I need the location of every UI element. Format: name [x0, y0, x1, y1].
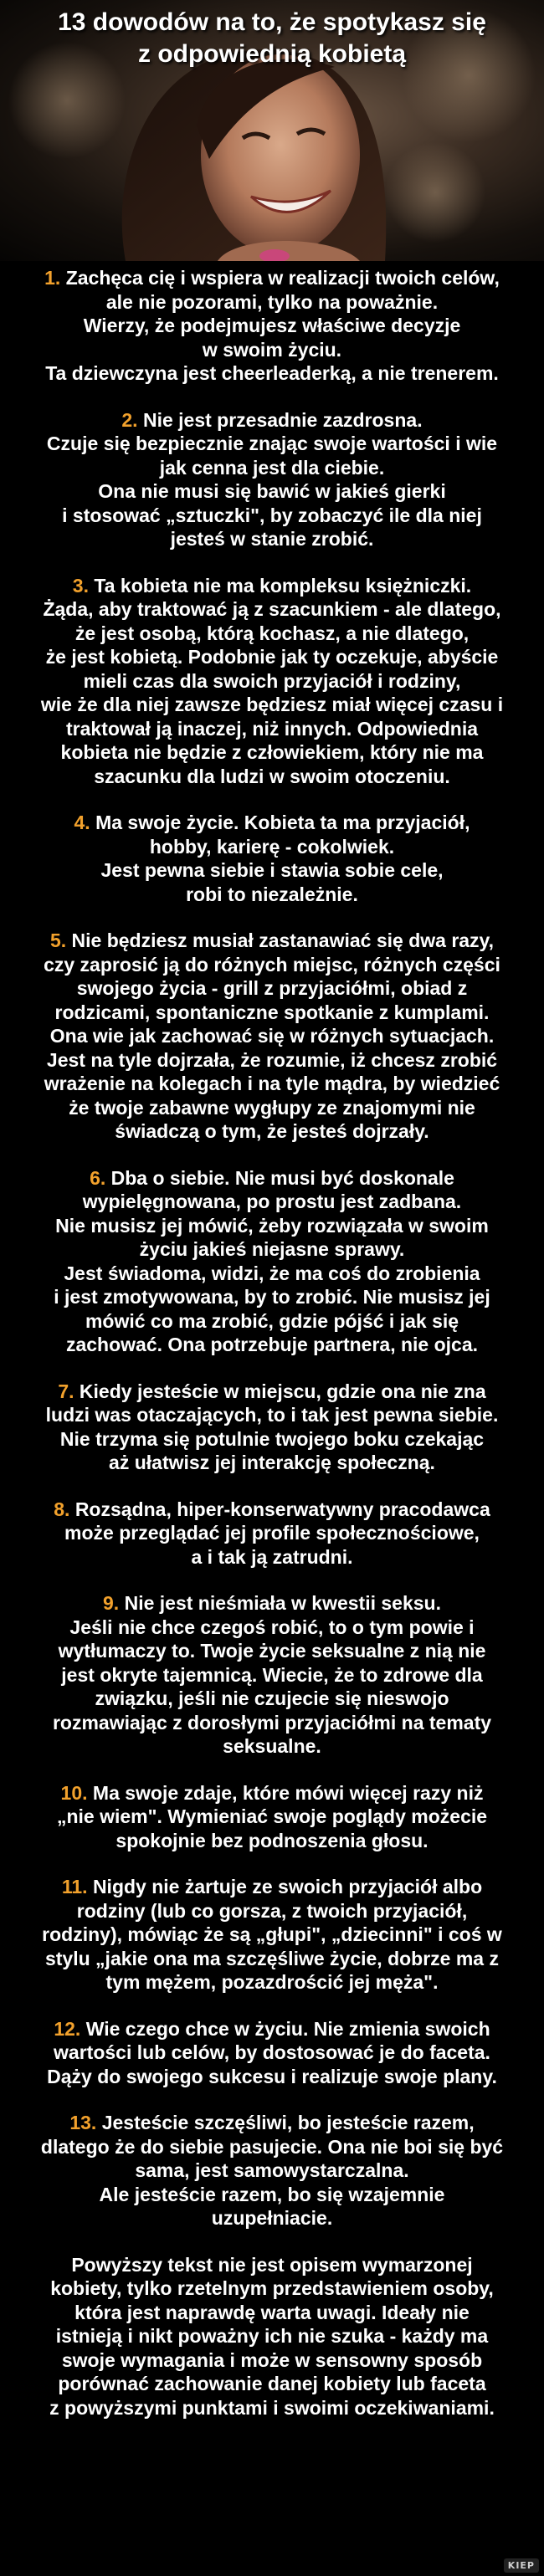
- point-text: seksualne.: [223, 1735, 321, 1757]
- point-text: „nie wiem". Wymieniać swoje poglądy możecie: [56, 1805, 488, 1827]
- point-text: ludzi was otaczających, to i tak jest pewna siebie.: [45, 1404, 499, 1426]
- point-number: 13.: [69, 2112, 97, 2133]
- hero-image: [0, 0, 544, 261]
- point-text: Rozsądna, hiper-konserwatywny pracodawca: [74, 1498, 490, 1520]
- point-text: Wie czego chce w życiu. Nie zmienia swoich: [85, 2017, 490, 2040]
- point-text: że twoje zabawne wygłupy ze znajomymi nie: [69, 1096, 475, 1119]
- point-text: wartości lub celów, by dostosować je do faceta.: [54, 2041, 490, 2063]
- point-number: 12.: [54, 2017, 81, 2040]
- closing-text: Powyższy tekst nie jest opisem wymarzonej: [71, 2253, 473, 2276]
- point-text: Ma swoje zdaje, które mówi więcej razy niż: [92, 1781, 484, 1804]
- point-text: jesteś w stanie zrobić.: [170, 528, 374, 550]
- point-text: Dba o siebie. Nie musi być doskonale: [110, 1166, 454, 1189]
- point-text: związku, jeśli nie czujecie się nieswojo: [95, 1687, 449, 1709]
- point-text: Wierzy, że podejmujesz właściwe decyzje: [83, 315, 461, 336]
- point-text: Nie jest nieśmiała w kwestii seksu.: [124, 1592, 441, 1614]
- point-5: [0, 929, 544, 1144]
- point-number: 1.: [44, 267, 61, 289]
- point-text: Nigdy nie żartuje ze swoich przyjaciół albo: [92, 1876, 483, 1897]
- closing-text: która jest naprawdę warta uwagi. Ideały nie: [74, 2301, 470, 2323]
- point-text: Nie jest przesadnie zazdrosna.: [142, 408, 423, 431]
- point-text: robi to niezależnie.: [186, 883, 358, 905]
- point-text: jak cenna jest dla ciebie.: [159, 456, 385, 479]
- point-text: uzupełniacie.: [211, 2207, 333, 2229]
- point-text: Ta dziewczyna jest cheerleaderką, a nie trenerem.: [45, 362, 499, 384]
- point-text: Jest pewna siebie i stawia sobie cele,: [100, 859, 444, 881]
- point-number: 3.: [72, 574, 89, 597]
- point-text: aż ułatwisz jej interakcję społeczną.: [109, 1452, 435, 1473]
- point-text: Jest świadoma, widzi, że ma coś do zrobienia: [64, 1262, 480, 1284]
- point-text: ale nie pozorami, tylko na poważnie.: [105, 290, 439, 313]
- article-body: [0, 266, 544, 2442]
- point-text: Ma swoje życie. Kobieta ta ma przyjaciół,: [95, 812, 470, 833]
- point-13: [0, 2111, 544, 2230]
- point-text: zachować. Ona potrzebuje partnera, nie ojca.: [65, 1334, 479, 1355]
- point-text: może przeglądać jej profile społecznościowe,: [64, 1522, 480, 1544]
- point-text: Kiedy jesteście w miejscu, gdzie ona nie zna: [79, 1380, 486, 1402]
- point-text: hobby, karierę - cokolwiek.: [149, 835, 395, 858]
- point-number: 7.: [58, 1380, 74, 1402]
- point-text: a i tak ją zatrudni.: [191, 1545, 353, 1568]
- point-text: Nie musisz jej mówić, żeby rozwiązała w swoim: [55, 1214, 489, 1237]
- point-text: i jest zmotywowana, by to zrobić. Nie musisz jej: [54, 1286, 490, 1308]
- page-title: [0, 7, 544, 70]
- point-text: w swoim życiu.: [202, 338, 342, 361]
- point-number: 11.: [61, 1876, 88, 1897]
- point-text: swojego życia - grill z przyjaciółmi, obiad z: [76, 977, 468, 999]
- point-text: mówić co ma zrobić, gdzie pójść i jak się: [85, 1309, 459, 1332]
- point-11: [0, 1875, 544, 1995]
- closing-text: swoje wymagania i może w sensowny sposób: [61, 2348, 483, 2371]
- point-number: 8.: [54, 1498, 70, 1520]
- point-10: [0, 1781, 544, 1853]
- point-text: rozmawiając z dorosłymi przyjaciółmi na tematy: [52, 1711, 492, 1734]
- point-text: świadczą o tym, że jesteś dojrzały.: [115, 1120, 429, 1142]
- point-text: mieli czas dla swoich przyjaciół i rodziny,: [83, 669, 461, 692]
- point-text: tym mężem, pozazdrościć jej męża".: [105, 1971, 439, 1993]
- point-text: Nie będziesz musiał zastanawiać się dwa razy,: [71, 930, 495, 951]
- point-text: wytłumaczy to. Twoje życie seksualne z nią nie: [58, 1640, 486, 1662]
- point-text: kobieta nie będzie z człowiekiem, który nie ma: [60, 741, 484, 763]
- point-text: czy zaprosić ją do różnych miejsc, różnych części: [44, 953, 500, 976]
- title-line: z odpowiednią kobietą: [137, 40, 407, 68]
- point-3: [0, 574, 544, 789]
- point-text: Zachęca cię i wspiera w realizacji twoich celów,: [65, 267, 500, 289]
- point-number: 2.: [121, 408, 138, 431]
- title-line: 13 dowodów na to, że spotykasz się: [58, 8, 486, 36]
- point-number: 6.: [90, 1166, 106, 1189]
- point-text: i stosować „sztuczki", by zobaczyć ile dla niej: [62, 504, 482, 526]
- point-number: 4.: [74, 812, 90, 833]
- point-7: [0, 1380, 544, 1475]
- site-logo: KIEP: [504, 2558, 539, 2573]
- point-text: Czuje się bezpiecznie znając swoje wartości i wie: [46, 433, 498, 454]
- point-text: że jest kobietą. Podobnie jak ty oczekuje, abyście: [45, 646, 499, 668]
- closing-paragraph: [0, 2253, 544, 2420]
- point-text: Jest na tyle dojrzała, że rozumie, iż chcesz zrobić: [46, 1048, 498, 1071]
- point-text: traktował ją inaczej, niż innych. Odpowiednia: [65, 717, 479, 740]
- closing-text: z powyższymi punktami i swoimi oczekiwaniami.: [49, 2396, 495, 2419]
- closing-text: istnieją i nikt poważny ich nie szuka - każdy ma: [55, 2325, 489, 2347]
- closing-text: kobiety, tylko rzetelnym przedstawieniem osoby,: [50, 2277, 494, 2299]
- point-2: [0, 408, 544, 551]
- point-1: [0, 266, 544, 386]
- point-text: Ona nie musi się bawić w jakieś gierki: [98, 480, 446, 502]
- point-text: Żąda, aby traktować ją z szacunkiem - ale dlatego,: [43, 598, 501, 620]
- point-text: spokojnie bez podnoszenia głosu.: [115, 1829, 429, 1851]
- point-9: [0, 1591, 544, 1759]
- closing-text: porównać zachowanie danej kobiety lub faceta: [58, 2373, 486, 2394]
- point-8: [0, 1498, 544, 1570]
- point-4: [0, 811, 544, 906]
- point-text: życiu jakieś niejasne sprawy.: [139, 1238, 405, 1260]
- point-text: Dąży do swojego sukcesu i realizuje swoje plany.: [47, 2065, 497, 2087]
- point-text: Jeśli nie chce czegoś robić, to o tym powie i: [69, 1616, 475, 1638]
- point-text: sama, jest samowystarczalna.: [135, 2159, 409, 2181]
- point-text: że jest osobą, którą kochasz, a nie dlatego,: [74, 622, 470, 644]
- point-text: rodziny (lub co gorsza, z twoich przyjaciół,: [76, 1899, 468, 1922]
- point-12: [0, 2017, 544, 2089]
- point-number: 5.: [49, 930, 67, 951]
- point-6: [0, 1166, 544, 1357]
- point-text: Ta kobieta nie ma kompleksu księżniczki.: [94, 574, 472, 597]
- point-text: Nie trzyma się potulnie twojego boku czekając: [59, 1427, 485, 1450]
- point-text: Jesteście szczęśliwi, bo jesteście razem,: [101, 2112, 475, 2133]
- point-text: wie że dla niej zawsze będziesz miał więcej czasu i: [40, 694, 504, 715]
- point-text: stylu „jakie ona ma szczęśliwe życie, dobrze ma z: [44, 1947, 499, 1969]
- point-text: wypielęgnowana, po prostu jest zadbana.: [82, 1191, 462, 1212]
- point-text: rodzicami, spontaniczne spotkanie z kumplami.: [54, 1001, 490, 1023]
- point-text: szacunku dla ludzi w swoim otoczeniu.: [94, 765, 450, 787]
- point-number: 9.: [103, 1592, 120, 1614]
- point-text: Ona wie jak zachować się w różnych sytuacjach.: [49, 1025, 495, 1047]
- point-number: 10.: [60, 1781, 88, 1804]
- point-text: Ale jesteście razem, bo się wzajemnie: [99, 2183, 445, 2205]
- point-text: dlatego że do siebie pasujecie. Ona nie boi się być: [40, 2135, 504, 2158]
- point-text: jest okryte tajemnicą. Wiecie, że to zdrowe dla: [61, 1663, 483, 1686]
- point-text: rodziny), mówiąc że są „głupi", „dziecinni" i coś w: [42, 1923, 502, 1945]
- point-text: wrażenie na kolegach i na tyle mądra, by wiedzieć: [44, 1073, 500, 1094]
